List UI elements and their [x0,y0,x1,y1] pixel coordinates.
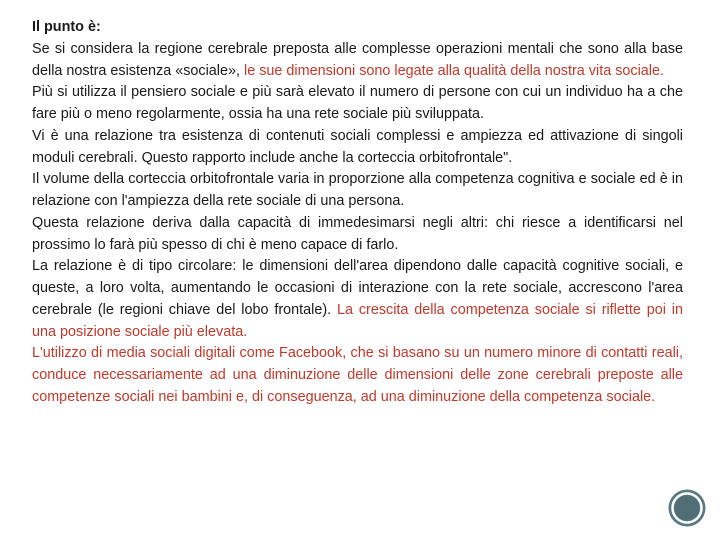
paragraph-1-highlight: le sue dimensioni sono legate alla qualità della nostra vita sociale. [244,62,664,79]
paragraph-6-highlight: La crescita della competenza sociale si riflette poi in una posizione sociale più elevata. [32,301,683,340]
slide-content [32,17,683,409]
paragraph-6 [32,256,683,343]
paragraph-4: Il volume della corteccia orbitofrontale varia in proporzione alla competenza cognitiva e sociale ed è in relazione con l'ampiezza della rete sociale di una persona. [32,171,683,209]
paragraph-1-text: Se si considera la regione cerebrale preposta alle complesse operazioni mentali che sono alla base della nostra esistenza «sociale», [32,40,683,79]
paragraph-2: Più si utilizza il pensiero sociale e più sarà elevato il numero di persone con cui un individuo ha a che fare più o meno regolarmente, ossia ha una rete sociale più sviluppata. [32,84,683,122]
paragraph-7: L'utilizzo di media sociali digitali come Facebook, che si basano su un numero minore di contatti reali, conduce necessariamente ad una diminuzione delle dimensioni delle zone cerebrali preposte alle competenze sociali nei bambini e, di conseguenza, ad una diminuzione della competenza sociale. [32,345,683,405]
slide-nav-button[interactable] [668,489,706,527]
paragraph-6-text: La relazione è di tipo circolare: le dimensioni dell'area dipendono dalle capacità cognitive sociali, e queste, a loro volta, aumentando le occasioni di interazione con la rete sociale, accrescono l'area cerebrale (le regioni chiave del lobo frontale). [32,258,683,318]
circle-nav-icon [668,489,706,527]
paragraph-1 [32,39,683,83]
paragraph-5: Questa relazione deriva dalla capacità di immedesimarsi negli altri: chi riesce a identificarsi nel prossimo lo farà più spesso di chi è meno capace di farlo. [32,214,683,253]
paragraph-3: Vi è una relazione tra esistenza di contenuti sociali complessi e ampiezza ed attivazione di singoli moduli cerebrali. Questo rapporto include anche la corteccia orbitofrontale". [32,127,683,166]
slide-title: Il punto è: [32,19,101,35]
